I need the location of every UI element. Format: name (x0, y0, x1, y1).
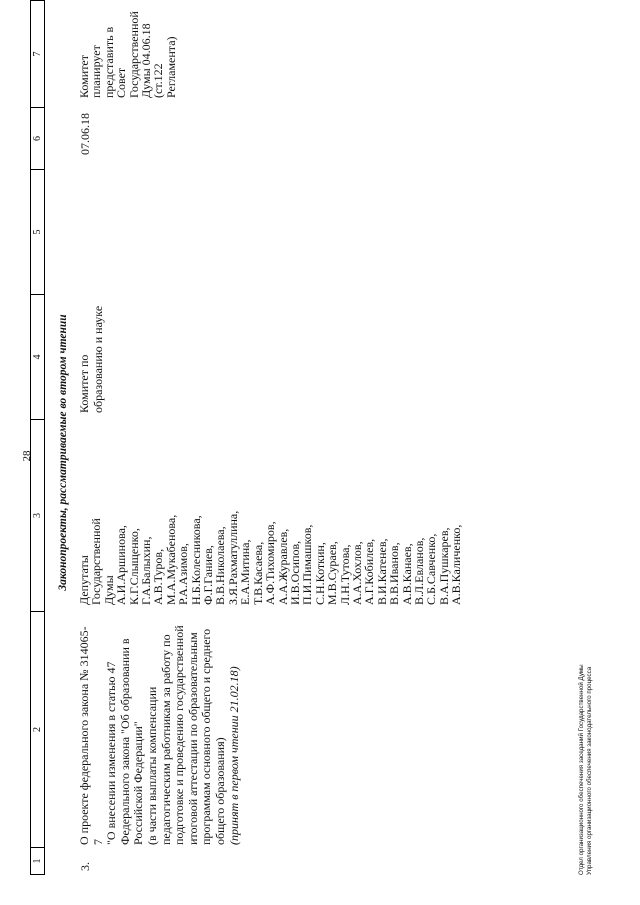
committee-note (78, 2, 177, 98)
author-line: А.В.Канаев, (399, 543, 414, 605)
author-line: Государственной (89, 518, 104, 605)
author-line: С.Н.Коткин, (312, 542, 327, 605)
rotated-page-content (30, 0, 610, 875)
bill-title-line: общего образования) (212, 737, 227, 845)
bill-title-line: (в части выплаты компенсации (144, 686, 159, 845)
bill-title (78, 625, 241, 845)
committee-line: образованию и науке (90, 305, 105, 413)
author-line: Р.А.Азимов, (176, 543, 191, 605)
bill-title-line: подготовке и проведению государственной (172, 625, 187, 845)
author-line: Н.Б.Колесникова, (188, 515, 203, 605)
committee-line: Комитет по (77, 354, 91, 413)
footer-line: Отдел организационного обеспечения заседаний Государственной Думы (578, 664, 585, 875)
note-line: представить в Совет (101, 26, 129, 98)
author-line: А.А.Хохлов, (349, 541, 364, 605)
footer-line: Управления организационного обеспечения законодательного процесса (586, 666, 593, 875)
date: 07.06.18 (78, 113, 92, 155)
column-header-7: 7 (30, 0, 45, 108)
footer (578, 455, 594, 875)
note-line: Комитет планирует (77, 45, 104, 98)
note-line: Думы 04.06.18 (139, 23, 154, 98)
author-line: К.Г.Слыщенко, (126, 528, 141, 605)
author-line: П.И.Пимашков, (300, 524, 315, 605)
author-line: А.А.Журавлев, (275, 528, 290, 605)
author-line: Г.А.Балыхин, (139, 536, 154, 605)
row-number: 3. (78, 862, 92, 871)
committee (78, 303, 105, 413)
bill-title-line: педагогическим работникам за работу по (158, 634, 173, 845)
author-line: В.В.Николаева, (213, 526, 228, 605)
author-line: М.В.Сураев, (325, 541, 340, 605)
column-header-6: 6 (30, 107, 45, 170)
author-line: В.А.Пушкарев, (436, 527, 451, 605)
authors-list (78, 440, 463, 605)
note-line: (ст.122 Регламента) (151, 36, 178, 98)
author-line: М.А.Мукабенова, (163, 514, 178, 605)
author-line: В.И.Катенев, (374, 538, 389, 605)
page-number: 28 (21, 450, 33, 462)
author-line: В.Л.Евланов, (411, 537, 426, 605)
column-header-2: 2 (30, 611, 45, 848)
author-line: Л.Н.Тутова, (337, 544, 352, 605)
column-header-1: 1 (30, 847, 45, 875)
author-line: Думы (101, 575, 116, 605)
bill-title-line: Федерального закона "Об образовании в (117, 638, 132, 845)
author-line: Депутаты (77, 555, 91, 605)
column-header-5: 5 (30, 169, 45, 295)
column-header-4: 4 (30, 294, 45, 420)
author-line: Т.В.Касаева, (250, 541, 265, 605)
bill-title-line: программам основного общего и среднего (199, 628, 214, 845)
author-line: А.И.Аршинова, (114, 525, 129, 605)
bill-title-line: Российской Федерации" (131, 721, 146, 845)
author-line: В.В.Иванов, (387, 542, 402, 605)
bill-title-line: "О внесении изменения в статью 47 (104, 661, 119, 845)
author-line: А.Г.Кобилев, (362, 538, 377, 605)
bill-title-line: О проекте федерального закона № 314065-7 (77, 626, 105, 845)
author-line: А.В.Туров, (151, 548, 166, 605)
author-line: А.Ф.Тихомиров, (263, 521, 278, 605)
author-line: И.В.Осипов, (287, 540, 302, 605)
author-line: С.Б.Савченко, (424, 533, 439, 605)
first-reading-note: (принят в первом чтении 21.02.18) (226, 666, 241, 845)
author-line: Ф.Г.Ганиев, (201, 545, 216, 605)
author-line: З.Я.Рахматуллина, (225, 510, 240, 605)
author-line: Е.А.Митина, (238, 539, 253, 605)
section-title: Законопроекты, рассматриваемые во втором чтении (57, 314, 69, 591)
note-line: Государственной (126, 11, 141, 98)
column-header-3: 3 (30, 419, 45, 612)
bill-title-line: итоговой аттестации по образовательным (185, 632, 200, 845)
author-line: А.В.Каличенко, (449, 524, 464, 605)
